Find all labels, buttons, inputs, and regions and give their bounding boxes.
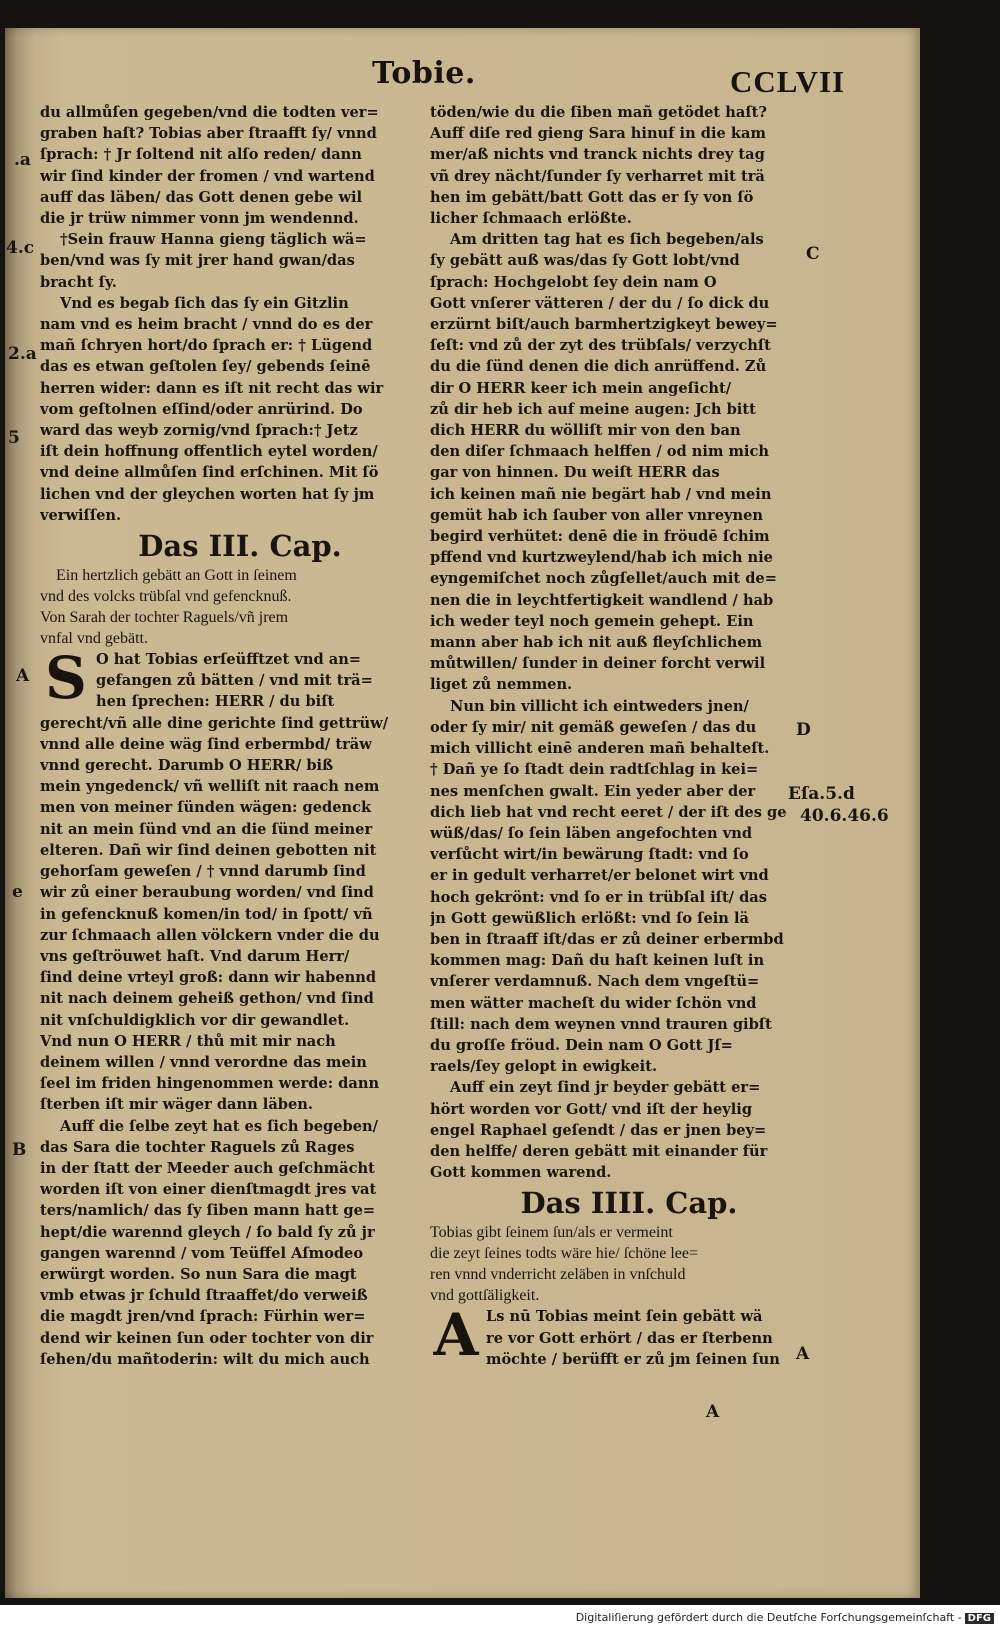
margin-note: 40.6.46.6 <box>800 806 889 826</box>
margin-note: 4.c <box>6 238 35 258</box>
text-line: herren wider: dann es iſt nit recht das wir <box>40 379 384 397</box>
text-line: engel Raphael geſendt / das er jnen bey= <box>430 1121 767 1139</box>
margin-note: 2.a <box>8 344 37 364</box>
text-line: vnnd alle deine wäg ſind erbermbd/ träw <box>40 735 372 753</box>
text-line: den diſer ſchmaach helffen / od nim mich <box>430 443 769 461</box>
text-line: du allmůſen gegeben/vnd die todten ver= <box>40 104 379 121</box>
text-line: ben in ſtraaff iſt/das er zů deiner erbermbd <box>430 930 784 948</box>
text-line: mañ ſchryen hort/do ſprach er: † Lügend <box>40 337 373 355</box>
text-line: mich villicht einē anderen mañ behalteſt. <box>430 740 770 758</box>
drop-cap-a: A <box>433 1301 479 1370</box>
margin-note: C <box>806 244 820 264</box>
text-line: vnd gottſäligkeit. <box>430 1287 540 1305</box>
dfg-logo: DFG <box>965 1613 994 1624</box>
text-line: liget zů nemmen. <box>430 676 573 694</box>
text-line: deinem willen / vnnd verordne das mein <box>40 1053 367 1071</box>
margin-note: 5 <box>8 428 20 448</box>
chapter-4-opening <box>430 1301 798 1370</box>
chapter-3-opening <box>40 644 410 713</box>
text-line: lichen vnd der gleychen worten hat ſy jm <box>40 485 375 503</box>
text-line: ters/namlich/ das ſy ſiben mann hatt ge= <box>40 1202 376 1220</box>
text-line: die jr trüw nimmer vonn jm wendennd. <box>40 210 359 228</box>
text-line: ſtill: nach dem weynen vnnd trauren gibſt <box>430 1015 772 1033</box>
chapter-4-summary <box>430 1222 798 1306</box>
text-line: vom geſtolnen eſſind/oder anrürind. Do <box>40 400 363 418</box>
text-line: ſterben iſt mir wäger dann läben. <box>40 1096 313 1114</box>
text-line: mann aber hab ich nit auß fleyſchlichem <box>430 634 763 652</box>
text-line: Nun bin villicht ich eintweders jnen/ <box>450 697 749 715</box>
text-line: †Sein frauw Hanna gieng täglich wä= <box>60 231 367 249</box>
text-line: hept/die warennd gleych / ſo bald ſy zů jr <box>40 1223 375 1241</box>
left-text-block-1 <box>40 102 410 526</box>
left-text-block-2 <box>40 713 410 1370</box>
margin-note: .a <box>14 150 31 170</box>
text-line: du die ſünd denen die dich anrüffend. Zů <box>430 358 767 376</box>
text-line: dich lieb hat vnd recht eeret / der iſt des ge <box>430 803 787 821</box>
text-line: vnd des volcks trübſal vnd gefencknuß. <box>40 588 292 606</box>
text-line: Vnd es begab ſich das ſy ein Gitzlin <box>60 294 349 312</box>
text-line: Gott kommen warend. <box>430 1164 612 1182</box>
text-line: hoch gekrönt: vnd ſo er in trübſal iſt/ das <box>430 888 767 906</box>
text-line: er in gedult verharret/er belonet wirt vnd <box>430 867 769 885</box>
text-line: kommen mag: Dañ du haſt keinen luſt in <box>430 952 765 970</box>
text-line: nit vnſchuldigklich vor dir gewandlet. <box>40 1011 350 1029</box>
text-line: dir O HERR keer ich mein angeſicht/ <box>430 379 732 397</box>
text-line: ſind deine vrteyl groß: dann wir habennd <box>40 969 377 987</box>
text-line: raels/ſey gelopt in ewigkeit. <box>430 1058 658 1076</box>
text-line: vns geſtröuwet haſt. Vnd darum Herr/ <box>40 947 350 965</box>
text-line: ſehen/du mañtoderin: wilt du mich auch <box>40 1350 370 1368</box>
text-line: ſprach: † Jr ſoltend nit alſo reden/ dann <box>40 146 362 164</box>
margin-note: Eſa.5.d <box>788 784 855 804</box>
margin-note: B <box>12 1140 27 1160</box>
text-line: gerecht/vñ alle dine gerichte ſind gettrüw/ <box>40 714 389 732</box>
text-line: vnd deine allmůſen ſind erſchinen. Mit ſö <box>40 464 379 482</box>
right-text-block-1 <box>430 102 798 1183</box>
text-line: dend wir keinen ſun oder tochter von dir <box>40 1329 374 1347</box>
text-line: hört worden vor Gott/ vnd iſt der heylig <box>430 1100 753 1118</box>
chapter-4-heading: Das IIII. Cap. <box>520 1186 738 1221</box>
text-line: gangen warennd / vom Teüffel Aſmodeo <box>40 1244 364 1262</box>
text-line: Von Sarah der tochter Raguels/vñ jrem <box>40 609 289 627</box>
text-line: zů dir heb ich auf meine augen: Jch bitt <box>430 400 756 418</box>
drop-cap-lines <box>486 1306 798 1370</box>
text-line: verwiſſen. <box>40 506 122 524</box>
text-line: ſprach: Hochgelobt ſey dein nam O <box>430 273 717 291</box>
text-line: hen im gebätt/batt Gott das er ſy von ſö <box>430 188 754 206</box>
text-line: ben/vnd was ſy mit jrer hand gwan/das <box>40 252 355 270</box>
text-line: Auff diſe red gieng Sara hinuf in die kam <box>430 125 766 143</box>
text-line: begird verhütet: denē die in fröudē ſchim <box>430 528 770 546</box>
chapter-3-heading: Das III. Cap. <box>138 529 342 564</box>
text-line: můtwillen/ ſunder in deiner forcht verwil <box>430 655 766 673</box>
folio-number: CCLVII <box>730 64 846 99</box>
text-line: gemüt hab ich ſauber von aller vnreynen <box>430 506 763 524</box>
text-line: Ls nū Tobias meint ſein gebätt wä <box>486 1308 763 1326</box>
text-line: Gott vnſerer vätteren / der du / ſo dick du <box>430 294 770 312</box>
text-line: gefangen zů bätten / vnd mit trä= <box>96 672 373 690</box>
text-line: jn Gott gewüßlich erlößt: vnd ſo ſein lä <box>430 909 749 927</box>
text-line: Auff ein zeyt ſind jr beyder gebätt er= <box>450 1079 761 1097</box>
text-line: Tobias gibt ſeinem ſun/als er vermeint <box>430 1224 673 1242</box>
text-line: mein yngedenck/ vñ welliſt nit raach nem <box>40 778 380 796</box>
text-line: vnfal vnd gebätt. <box>40 630 148 648</box>
text-line: die magdt jren/vnd ſprach: Fürhin wer= <box>40 1308 366 1326</box>
text-line: den helffe/ deren gebätt mit einander für <box>430 1142 768 1160</box>
text-line: Vnd nun O HERR / thů mit mir nach <box>40 1032 336 1050</box>
text-line: worden iſt von einer dienſtmagdt jres vat <box>40 1181 377 1199</box>
text-line: ſy gebätt auß was/das ſy Gott lobt/vnd <box>430 252 740 270</box>
text-line: Am dritten tag hat es ſich begeben/als <box>450 231 764 249</box>
text-line: iſt dein hoffnung offentlich eytel worden/ <box>40 443 378 461</box>
drop-cap-lines <box>96 649 410 713</box>
text-line: ward das weyb zornig/vnd ſprach:† Jetz <box>40 422 358 440</box>
margin-note: A <box>796 1344 810 1364</box>
text-line: töden/wie du die ſiben mañ getödet haſt? <box>430 104 767 121</box>
text-line: oder ſy mir/ nit gemäß geweſen / das du <box>430 718 757 736</box>
margin-note: D <box>796 720 811 740</box>
text-line: graben haſt? Tobias aber ſtraafft ſy/ vnnd <box>40 125 377 143</box>
text-line: auff das läben/ das Gott denen gebe wil <box>40 188 363 206</box>
text-line: eyngemiſchet noch zůgſellet/auch mit de= <box>430 570 777 588</box>
text-line: vmb etwas jr ſchuld ſtraaffet/do verweiß <box>40 1287 368 1305</box>
text-line: vnnd gerecht. Darumb O HERR/ biß <box>40 757 334 775</box>
text-line: licher ſchmaach erlößte. <box>430 210 632 228</box>
text-line: mer/aß nichts vnd tranck nichts drey tag <box>430 146 765 164</box>
text-line: in der ſtatt der Meeder auch geſchmächt <box>40 1159 375 1177</box>
text-line: vñ drey nächt/ſunder ſy verharret mit trä <box>430 167 765 185</box>
text-line: die zeyt ſeines todts wäre hie/ ſchöne lee= <box>430 1245 699 1263</box>
text-line: ren vnnd vnderricht zeläben in vnſchuld <box>430 1266 686 1284</box>
text-line: verſůcht wirt/in bewärung ſtadt: vnd ſo <box>430 846 749 864</box>
text-line: nit nach deinem geheiß gethon/ vnd ſind <box>40 990 374 1008</box>
text-line: du groſſe fröud. Dein nam O Gott Jſ= <box>430 1036 733 1054</box>
text-line: zur ſchmaach allen völckern vnder die du <box>40 926 380 944</box>
margin-note: e <box>12 882 23 902</box>
text-line: nes menſchen gwalt. Ein yeder aber der <box>430 782 756 800</box>
text-line: dich HERR du wölliſt mir von den ban <box>430 422 741 440</box>
text-line: wir zů einer beraubung worden/ vnd ſind <box>40 884 374 902</box>
text-line: men von meiner ſünden wägen: gedenck <box>40 799 372 817</box>
chapter-3-summary <box>40 565 410 649</box>
text-line: in gefencknuß komen/in tod/ in ſpott/ vñ <box>40 905 373 923</box>
text-line: gehorſam geweſen / † vnnd darumb ſind <box>40 863 366 881</box>
text-line: möchte / berüfft er zů jm ſeinen ſun <box>486 1350 780 1368</box>
text-line: nit an mein ſünd vnd an die ſünd meiner <box>40 820 373 838</box>
text-line: erzürnt biſt/auch barmhertzigkeyt bewey= <box>430 316 778 334</box>
margin-note: A <box>16 666 30 686</box>
text-line: pffend vnd kurtzweylend/hab ich mich nie <box>430 549 773 567</box>
text-line: gar von hinnen. Du weiſt HERR das <box>430 464 720 482</box>
footer-credit-text: Digitaliſierung gefördert durch die Deutſche Forſchungsgemeinſchaft - <box>575 1611 962 1624</box>
text-line: Ein hertzlich gebätt an Gott in ſeinem <box>56 567 297 585</box>
drop-cap-s: S <box>45 644 87 713</box>
text-line: erwürgt worden. So nun Sara die magt <box>40 1265 357 1283</box>
text-line: hen ſprechen: HERR / du biſt <box>96 693 335 711</box>
text-line: wir ſind kinder der fromen / vnd wartend <box>40 167 375 185</box>
text-line: nam vnd es heim bracht / vnnd do es der <box>40 316 373 334</box>
text-line: das es etwan geſtolen ſey/ gebends ſeinē <box>40 358 371 376</box>
text-line: vnſerer verdamnuß. Nach dem vngeſtü= <box>430 973 760 991</box>
catchword: A <box>706 1402 720 1422</box>
text-line: ſeſt: vnd zů der zyt des trübſals/ verzychſt <box>430 337 771 355</box>
text-line: ich keinen mañ nie begärt hab / vnd mein <box>430 485 772 503</box>
text-line: nen die in leychtfertigkeit wandlend / hab <box>430 591 774 609</box>
footer-credit <box>576 1611 994 1624</box>
text-line: O hat Tobias erſeüfftzet vnd an= <box>96 651 362 669</box>
running-title: Tobie. <box>372 56 476 91</box>
text-line: ſeel im friden hingenommen werde: dann <box>40 1075 380 1093</box>
text-line: ich weder teyl noch gemein gehept. Ein <box>430 612 754 630</box>
text-line: bracht ſy. <box>40 273 117 291</box>
text-line: re vor Gott erhört / das er ſterbenn <box>486 1329 773 1347</box>
text-line: wüß/das/ ſo ſein läben angefochten vnd <box>430 824 753 842</box>
text-line: elteren. Dañ wir ſind deinen gebotten nit <box>40 841 377 859</box>
left-column <box>40 102 410 1370</box>
text-line: das Sara die tochter Raguels zů Rages <box>40 1138 355 1156</box>
text-line: men wätter macheſt du wider ſchön vnd <box>430 994 757 1012</box>
text-line: Auff die ſelbe zeyt hat es ſich begeben/ <box>60 1117 378 1135</box>
text-line: † Dañ ye ſo ſtadt dein radtſchlag in kei= <box>430 761 759 779</box>
right-column <box>430 102 798 1370</box>
